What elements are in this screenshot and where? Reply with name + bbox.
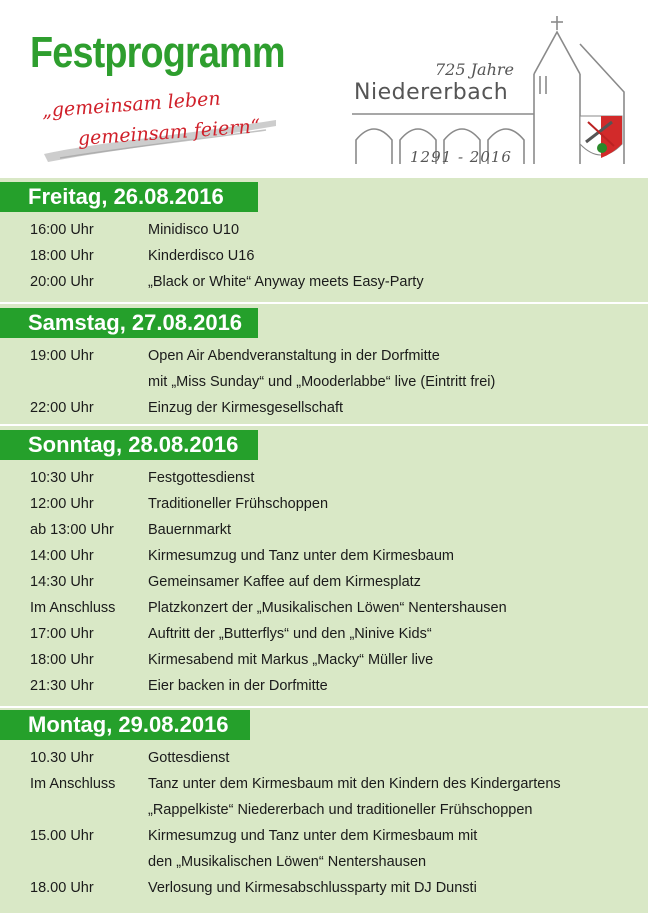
event-time: 15.00 Uhr [30,828,94,844]
event-time: Im Anschluss [30,600,116,616]
page-title: Festprogramm [30,28,285,77]
event-time: 18.00 Uhr [30,880,94,896]
event-time: 12:00 Uhr [30,496,94,512]
divider [0,424,648,426]
event-description: „Black or White“ Anyway meets Easy-Party [148,274,424,290]
event-description: Kirmesabend mit Markus „Macky“ Müller live [148,652,434,668]
event-time: 20:00 Uhr [30,274,94,290]
event-description: Kirmesumzug und Tanz unter dem Kirmesbaum mit [148,828,478,844]
program-panel [0,178,648,913]
event-description: Eier backen in der Dorfmitte [148,678,328,694]
logo-years-text: 1291 - 2016 [410,148,512,166]
day-header: Montag, 29.08.2016 [0,710,250,740]
logo-anniversary-text: 725 Jahre [435,60,514,79]
day-header: Samstag, 27.08.2016 [0,308,258,338]
event-description: Traditioneller Frühschoppen [148,496,329,512]
event-time: 18:00 Uhr [30,248,94,264]
event-description: Einzug der Kirmesgesellschaft [148,400,344,416]
event-description: Gemeinsamer Kaffee auf dem Kirmesplatz [148,574,421,590]
event-description: Open Air Abendveranstaltung in der Dorfmitte [148,348,440,364]
event-time: 21:30 Uhr [30,678,94,694]
event-description: den „Musikalischen Löwen“ Nentershausen [148,854,427,870]
event-description: Tanz unter dem Kirmesbaum mit den Kindern des Kindergartens [148,776,561,792]
divider [0,706,648,708]
event-time: Im Anschluss [30,776,116,792]
logo-village-name: Niedererbach [354,80,509,105]
event-description: mit „Miss Sunday“ und „Mooderlabbe“ live (Eintritt frei) [148,374,496,390]
event-time: ab 13:00 Uhr [30,522,114,538]
event-time: 18:00 Uhr [30,652,94,668]
event-description: Gottesdienst [148,750,230,766]
event-description: Platzkonzert der „Musikalischen Löwen“ Nentershausen [148,600,507,616]
event-time: 10:30 Uhr [30,470,94,486]
event-description: „Rappelkiste“ Niedererbach und traditioneller Frühschoppen [148,802,533,818]
slogan-line-2: gemeinsam feiern“ [77,115,262,150]
event-description: Auftritt der „Butterflys“ und den „Ninive Kids“ [148,626,432,642]
day-header: Sonntag, 28.08.2016 [0,430,258,460]
event-time: 14:30 Uhr [30,574,94,590]
slogan-line-1: „gemeinsam leben [41,87,222,122]
event-time: 10.30 Uhr [30,750,94,766]
event-time: 14:00 Uhr [30,548,94,564]
event-description: Kinderdisco U16 [148,248,255,264]
event-time: 17:00 Uhr [30,626,94,642]
event-time: 16:00 Uhr [30,222,94,238]
event-description: Bauernmarkt [148,522,232,538]
header [0,0,648,178]
event-description: Kirmesumzug und Tanz unter dem Kirmesbaum [148,548,454,564]
event-description: Verlosung und Kirmesabschlussparty mit DJ Dunsti [148,880,477,896]
event-description: Festgottesdienst [148,470,255,486]
divider [0,302,648,304]
event-time: 19:00 Uhr [30,348,94,364]
event-time: 22:00 Uhr [30,400,94,416]
event-description: Minidisco U10 [148,222,240,238]
day-header: Freitag, 26.08.2016 [0,182,258,212]
